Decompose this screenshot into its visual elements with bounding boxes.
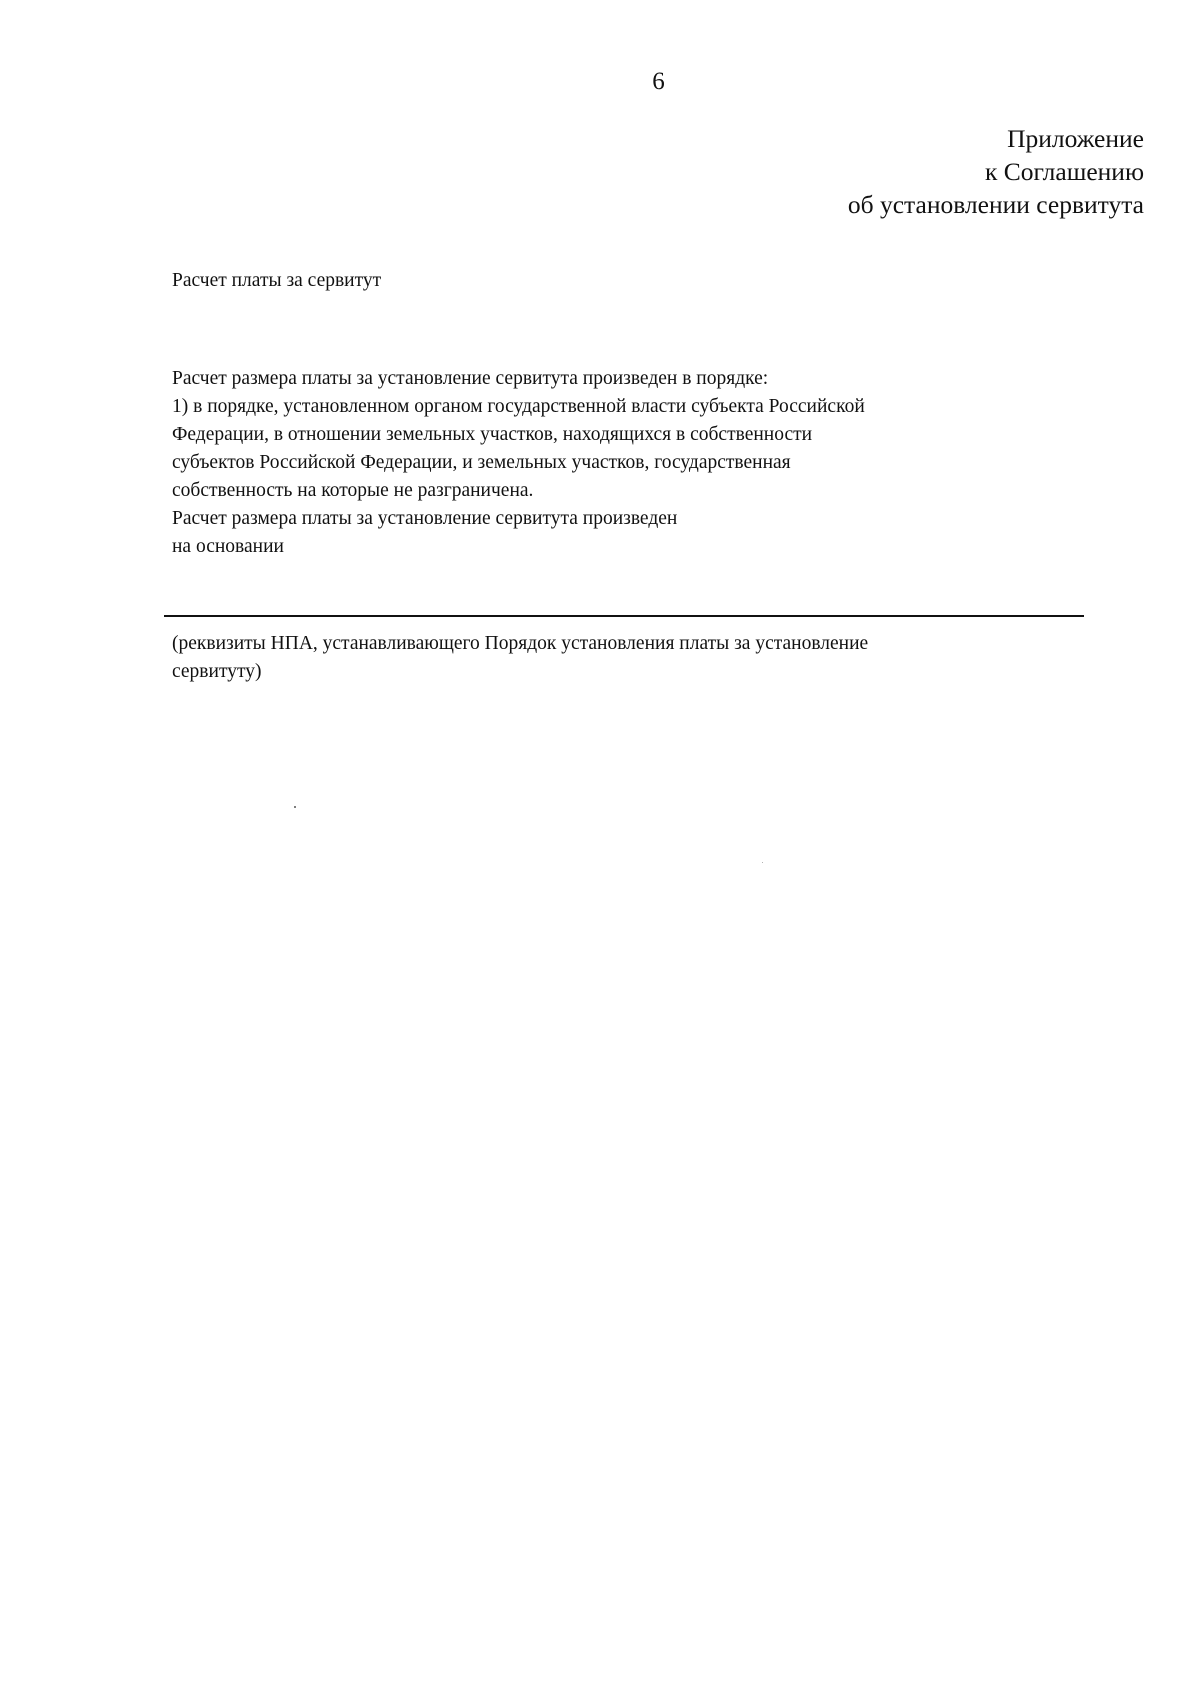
body-paragraph — [172, 365, 865, 561]
body-line: субъектов Российской Федерации, и земельных участков, государственная — [172, 452, 791, 473]
body-line: Федерации, в отношении земельных участков, находящихся в собственности — [172, 424, 813, 445]
document-title: Расчет платы за сервитут — [172, 270, 382, 291]
footnote-line: сервитуту) — [172, 661, 262, 682]
footnote-line: (реквизиты НПА, устанавливающего Порядок установления платы за установление — [172, 633, 869, 654]
body-line: Расчет размера платы за установление сервитута произведен — [172, 508, 678, 529]
body-line: собственность на которые не разграничена. — [172, 480, 534, 501]
body-line: 1) в порядке, установленном органом государственной власти субъекта Российской — [172, 396, 865, 417]
fill-in-line — [164, 615, 1084, 617]
scan-speck — [294, 806, 296, 808]
scan-speck — [762, 862, 763, 863]
page-number: 6 — [652, 68, 665, 95]
appendix-line-1: Приложение — [1007, 124, 1144, 153]
appendix-header — [848, 122, 1144, 221]
body-line: Расчет размера платы за установление сервитута произведен в порядке: — [172, 368, 769, 389]
appendix-line-2: к Соглашению — [984, 157, 1144, 186]
footnote-caption — [172, 630, 868, 686]
body-line: на основании — [172, 536, 284, 557]
appendix-line-3: об установлении сервитута — [847, 190, 1144, 219]
